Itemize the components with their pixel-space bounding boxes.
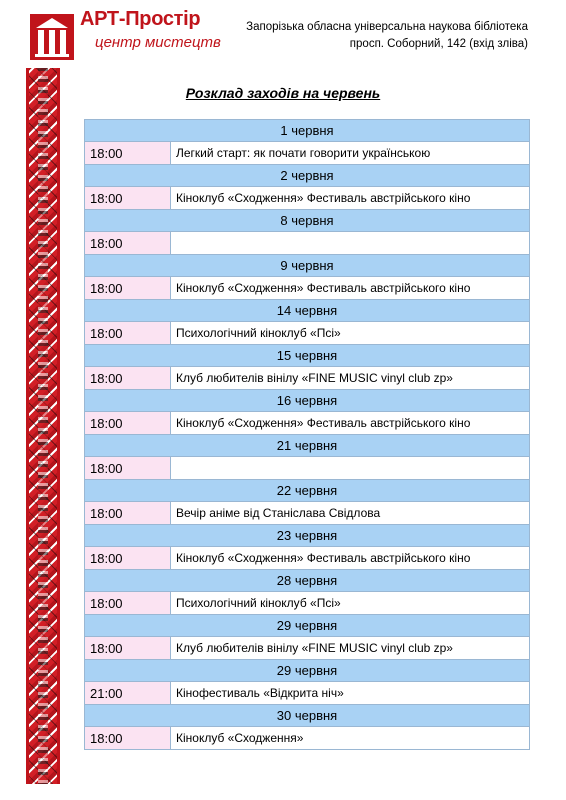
library-logo-icon: [28, 12, 76, 62]
event-name-cell: Кіноклуб «Сходження» Фестиваль австрійського кіно: [171, 412, 530, 435]
event-row: [85, 682, 530, 705]
date-row: [85, 705, 530, 727]
event-name-cell: Психологічний кіноклуб «Псі»: [171, 592, 530, 615]
event-row: [85, 502, 530, 525]
date-row: [85, 615, 530, 637]
organization-address: просп. Соборний, 142 (вхід зліва): [349, 38, 528, 50]
event-row: [85, 637, 530, 660]
time-cell: 18:00: [85, 232, 171, 255]
date-row: [85, 300, 530, 322]
brand-subtitle: центр мистецтв: [95, 34, 221, 51]
date-cell: 9 червня: [85, 255, 530, 277]
event-name-cell: Вечір аніме від Станіслава Свідлова: [171, 502, 530, 525]
event-row: [85, 412, 530, 435]
date-row: [85, 120, 530, 142]
date-cell: 8 червня: [85, 210, 530, 232]
date-cell: 2 червня: [85, 165, 530, 187]
embroidery-ornament-detail: [38, 68, 48, 784]
time-cell: 18:00: [85, 592, 171, 615]
date-row: [85, 255, 530, 277]
date-row: [85, 570, 530, 592]
event-row: [85, 142, 530, 165]
event-name-cell: [171, 457, 530, 480]
schedule-table: [84, 119, 530, 750]
date-cell: 23 червня: [85, 525, 530, 547]
date-cell: 14 червня: [85, 300, 530, 322]
date-cell: 15 червня: [85, 345, 530, 367]
event-row: [85, 592, 530, 615]
date-row: [85, 660, 530, 682]
date-row: [85, 390, 530, 412]
time-cell: 18:00: [85, 457, 171, 480]
date-row: [85, 480, 530, 502]
date-cell: 21 червня: [85, 435, 530, 457]
date-row: [85, 435, 530, 457]
event-name-cell: Кіноклуб «Сходження» Фестиваль австрійського кіно: [171, 277, 530, 300]
organization-name: Запорізька обласна універсальна наукова бібліотека: [246, 21, 528, 33]
date-row: [85, 210, 530, 232]
time-cell: 18:00: [85, 502, 171, 525]
event-name-cell: Клуб любителів вінілу «FINE MUSIC vinyl club zp»: [171, 367, 530, 390]
time-cell: 18:00: [85, 322, 171, 345]
brand-name: АРТ-Простір: [80, 8, 201, 30]
date-cell: 28 червня: [85, 570, 530, 592]
time-cell: 18:00: [85, 277, 171, 300]
date-cell: 1 червня: [85, 120, 530, 142]
event-row: [85, 232, 530, 255]
time-cell: 18:00: [85, 727, 171, 750]
time-cell: 18:00: [85, 412, 171, 435]
event-row: [85, 322, 530, 345]
page-title: Розклад заходів на червень: [185, 85, 381, 101]
time-cell: 18:00: [85, 187, 171, 210]
event-row: [85, 727, 530, 750]
time-cell: 18:00: [85, 142, 171, 165]
time-cell: 18:00: [85, 547, 171, 570]
event-name-cell: Кіноклуб «Сходження» Фестиваль австрійського кіно: [171, 187, 530, 210]
event-name-cell: [171, 232, 530, 255]
event-name-cell: Легкий старт: як почати говорити українською: [171, 142, 530, 165]
date-cell: 30 червня: [85, 705, 530, 727]
date-cell: 29 червня: [85, 660, 530, 682]
event-name-cell: Клуб любителів вінілу «FINE MUSIC vinyl club zp»: [171, 637, 530, 660]
event-name-cell: Кіноклуб «Сходження» Фестиваль австрійського кіно: [171, 547, 530, 570]
time-cell: 21:00: [85, 682, 171, 705]
date-cell: 16 червня: [85, 390, 530, 412]
date-cell: 29 червня: [85, 615, 530, 637]
date-cell: 22 червня: [85, 480, 530, 502]
time-cell: 18:00: [85, 367, 171, 390]
event-row: [85, 547, 530, 570]
date-row: [85, 345, 530, 367]
event-row: [85, 187, 530, 210]
time-cell: 18:00: [85, 637, 171, 660]
event-name-cell: Психологічний кіноклуб «Псі»: [171, 322, 530, 345]
event-row: [85, 277, 530, 300]
date-row: [85, 165, 530, 187]
organization-info: [246, 19, 528, 53]
date-row: [85, 525, 530, 547]
event-row: [85, 367, 530, 390]
event-name-cell: Кіноклуб «Сходження»: [171, 727, 530, 750]
event-row: [85, 457, 530, 480]
event-name-cell: Кінофестиваль «Відкрита ніч»: [171, 682, 530, 705]
